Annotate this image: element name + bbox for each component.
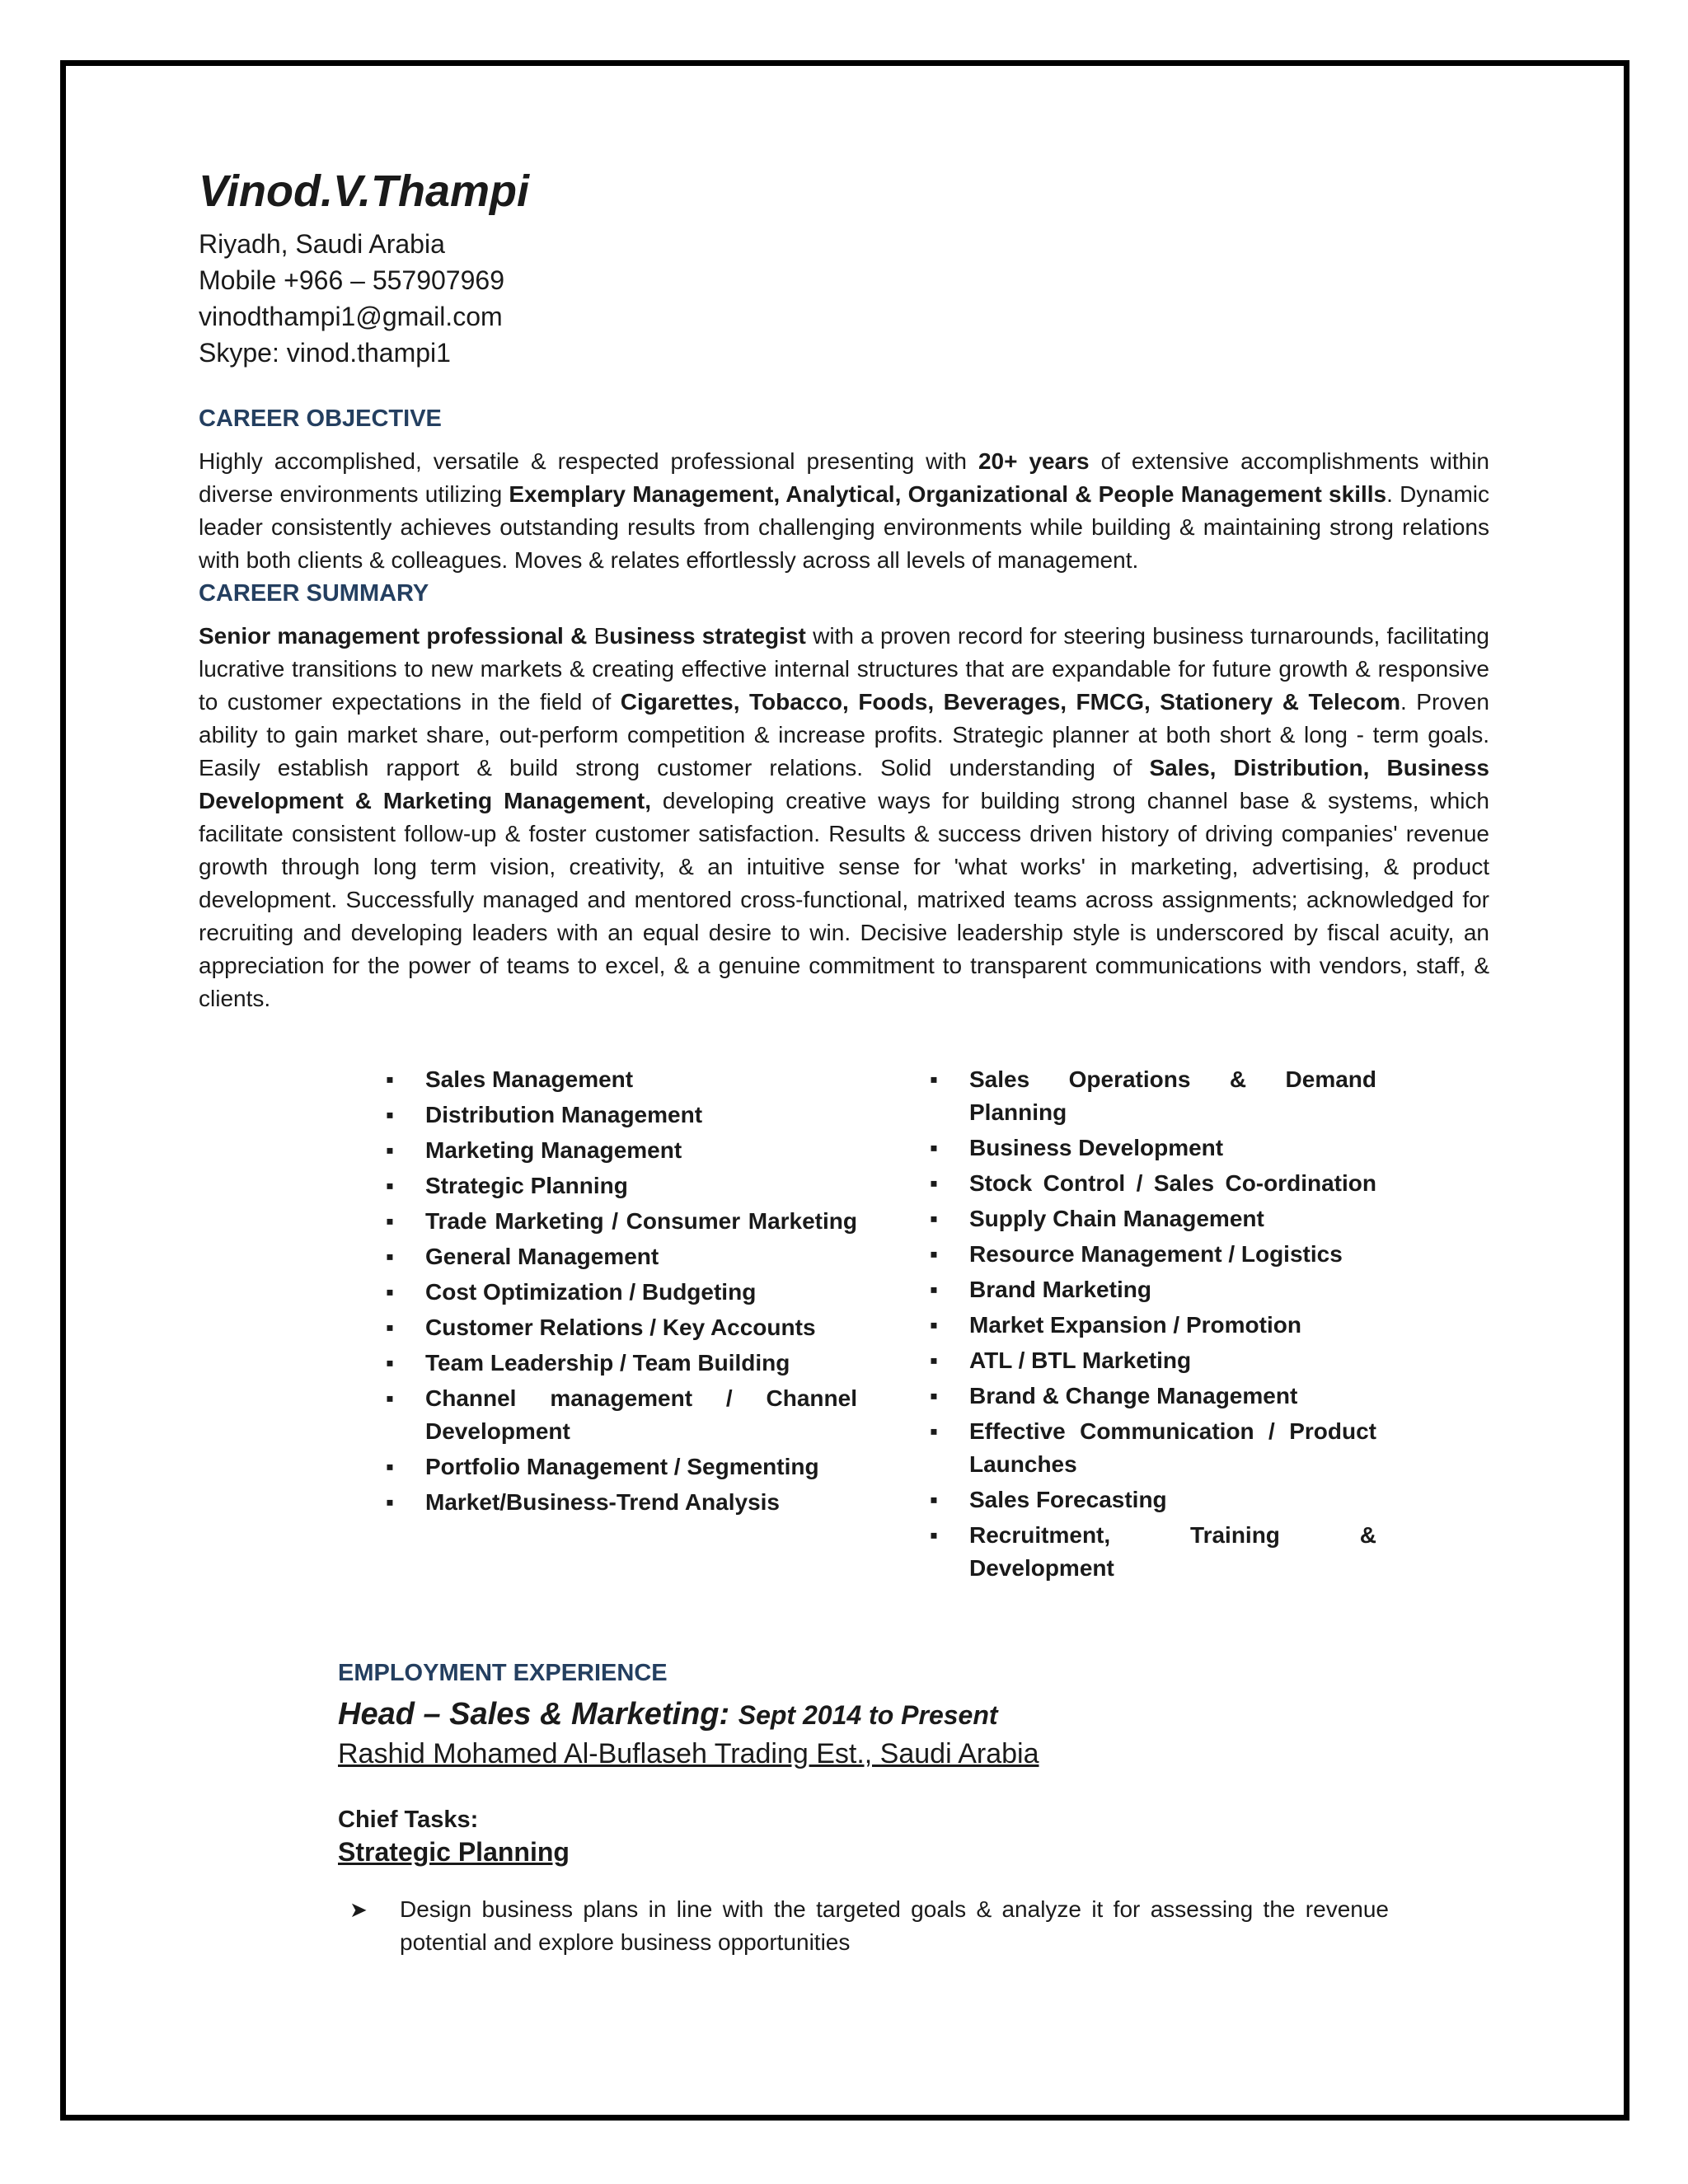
resume-content: [199, 165, 1489, 1015]
skill-item: ▪ Marketing Management: [386, 1134, 857, 1167]
skill-item: ▪ Sales Forecasting: [930, 1483, 1376, 1516]
skills-right: [930, 1063, 1376, 1585]
skill-item: ▪ Effective Communication / Product Launches: [930, 1415, 1376, 1481]
skill-item: ▪ Market Expansion / Promotion: [930, 1309, 1376, 1342]
strategic-planning-heading: Strategic Planning: [338, 1837, 570, 1867]
skills-left: [386, 1063, 857, 1519]
skill-item: ▪ Sales Operations & Demand Planning: [930, 1063, 1376, 1129]
skill-item: ▪ Strategic Planning: [386, 1169, 857, 1202]
mobile-number: Mobile +966 – 557907969: [199, 265, 504, 295]
skill-item: ▪ Channel management / Channel Development: [386, 1382, 857, 1448]
skype-id: Skype: vinod.thampi1: [199, 338, 451, 368]
skill-item: ▪ Portfolio Management / Segmenting: [386, 1451, 857, 1483]
employment-section: [338, 1657, 1389, 1959]
skill-item: ▪ General Management: [386, 1240, 857, 1273]
skill-item: ▪ Customer Relations / Key Accounts: [386, 1311, 857, 1344]
skill-item: ▪ Trade Marketing / Consumer Marketing: [386, 1205, 857, 1238]
company-name: Rashid Mohamed Al-Buflaseh Trading Est., Saudi Arabia: [338, 1738, 1039, 1769]
skill-item: ▪ ATL / BTL Marketing: [930, 1344, 1376, 1377]
skill-item: ▪ Distribution Management: [386, 1099, 857, 1132]
employment-heading: EMPLOYMENT EXPERIENCE: [338, 1660, 668, 1686]
skills-list-right: [930, 1063, 1376, 1587]
career-objective-text: Highly accomplished, versatile & respected professional presenting with 20+ years of extensive accomplishments within diverse environments utilizing Exemplary Management, Analytical, Organizational & People Management skills. Dynamic leader consistently achieves outstanding results from challenging environments while building & maintaining strong relations with both clients & colleagues. Moves & relates effortlessly across all levels of management.: [199, 448, 1490, 573]
chief-tasks-label: Chief Tasks:: [338, 1807, 479, 1833]
skill-item: ▪ Stock Control / Sales Co-ordination: [930, 1167, 1376, 1200]
task-bullet: ➤ Design business plans in line with the targeted goals & analyze it for assessing the revenue potential and explore business opportunities: [338, 1893, 1389, 1959]
skill-item: ▪ Cost Optimization / Budgeting: [386, 1276, 857, 1309]
arrow-bullet-icon: ➤: [349, 1897, 368, 1922]
skills-list-left: [386, 1063, 857, 1521]
role-dates: Sept 2014 to Present: [738, 1700, 998, 1730]
career-summary-text: Senior management professional & Business strategist with a proven record for steering business turnarounds, facilitating lucrative transitions to new markets & creating effective internal structures that are expandable for future growth & responsive to customer expectations in the field of Cigarettes, Tobacco, Foods, Beverages, FMCG, Stationery & Telecom. Proven ability to gain market share, out-perform competition & increase profits. Strategic planner at both short & long - term goals. Easily establish rapport & build strong customer relations. Solid understanding of Sales, Distribution, Business Development & Marketing Management, developing creative ways for building strong channel base & systems, which facilitate consistent follow-up & foster customer satisfaction. Results & success driven history of driving companies' revenue growth through long term vision, creativity, & an intuitive sense for 'what works' in marketing, advertising, & product development. Successfully managed and mentored cross-functional, matrixed teams across assignments; acknowledged for recruiting and developing leaders with an equal desire to win. Decisive leadership style is underscored by fiscal acuity, an appreciation for the power of teams to excel, & a genuine commitment to transparent communications with vendors, staff, & clients.: [199, 623, 1489, 1011]
role-title: Head – Sales & Marketing:: [338, 1697, 730, 1732]
skill-item: ▪ Team Leadership / Team Building: [386, 1347, 857, 1380]
skill-item: ▪ Brand & Change Management: [930, 1380, 1376, 1413]
skill-item: ▪ Supply Chain Management: [930, 1202, 1376, 1235]
skill-item: ▪ Market/Business-Trend Analysis: [386, 1486, 857, 1519]
skill-item: ▪ Recruitment, Training & Development: [930, 1519, 1376, 1585]
skill-item: ▪ Business Development: [930, 1132, 1376, 1165]
skill-item: ▪ Sales Management: [386, 1063, 857, 1096]
skill-item: ▪ Resource Management / Logistics: [930, 1238, 1376, 1271]
career-summary-heading: CAREER SUMMARY: [199, 580, 429, 607]
email-address: vinodthampi1@gmail.com: [199, 302, 503, 331]
job-title: [338, 1694, 1389, 1735]
candidate-name: Vinod.V.Thampi: [199, 166, 530, 216]
skill-item: ▪ Brand Marketing: [930, 1273, 1376, 1306]
career-objective-heading: CAREER OBJECTIVE: [199, 405, 442, 432]
location: Riyadh, Saudi Arabia: [199, 229, 445, 259]
